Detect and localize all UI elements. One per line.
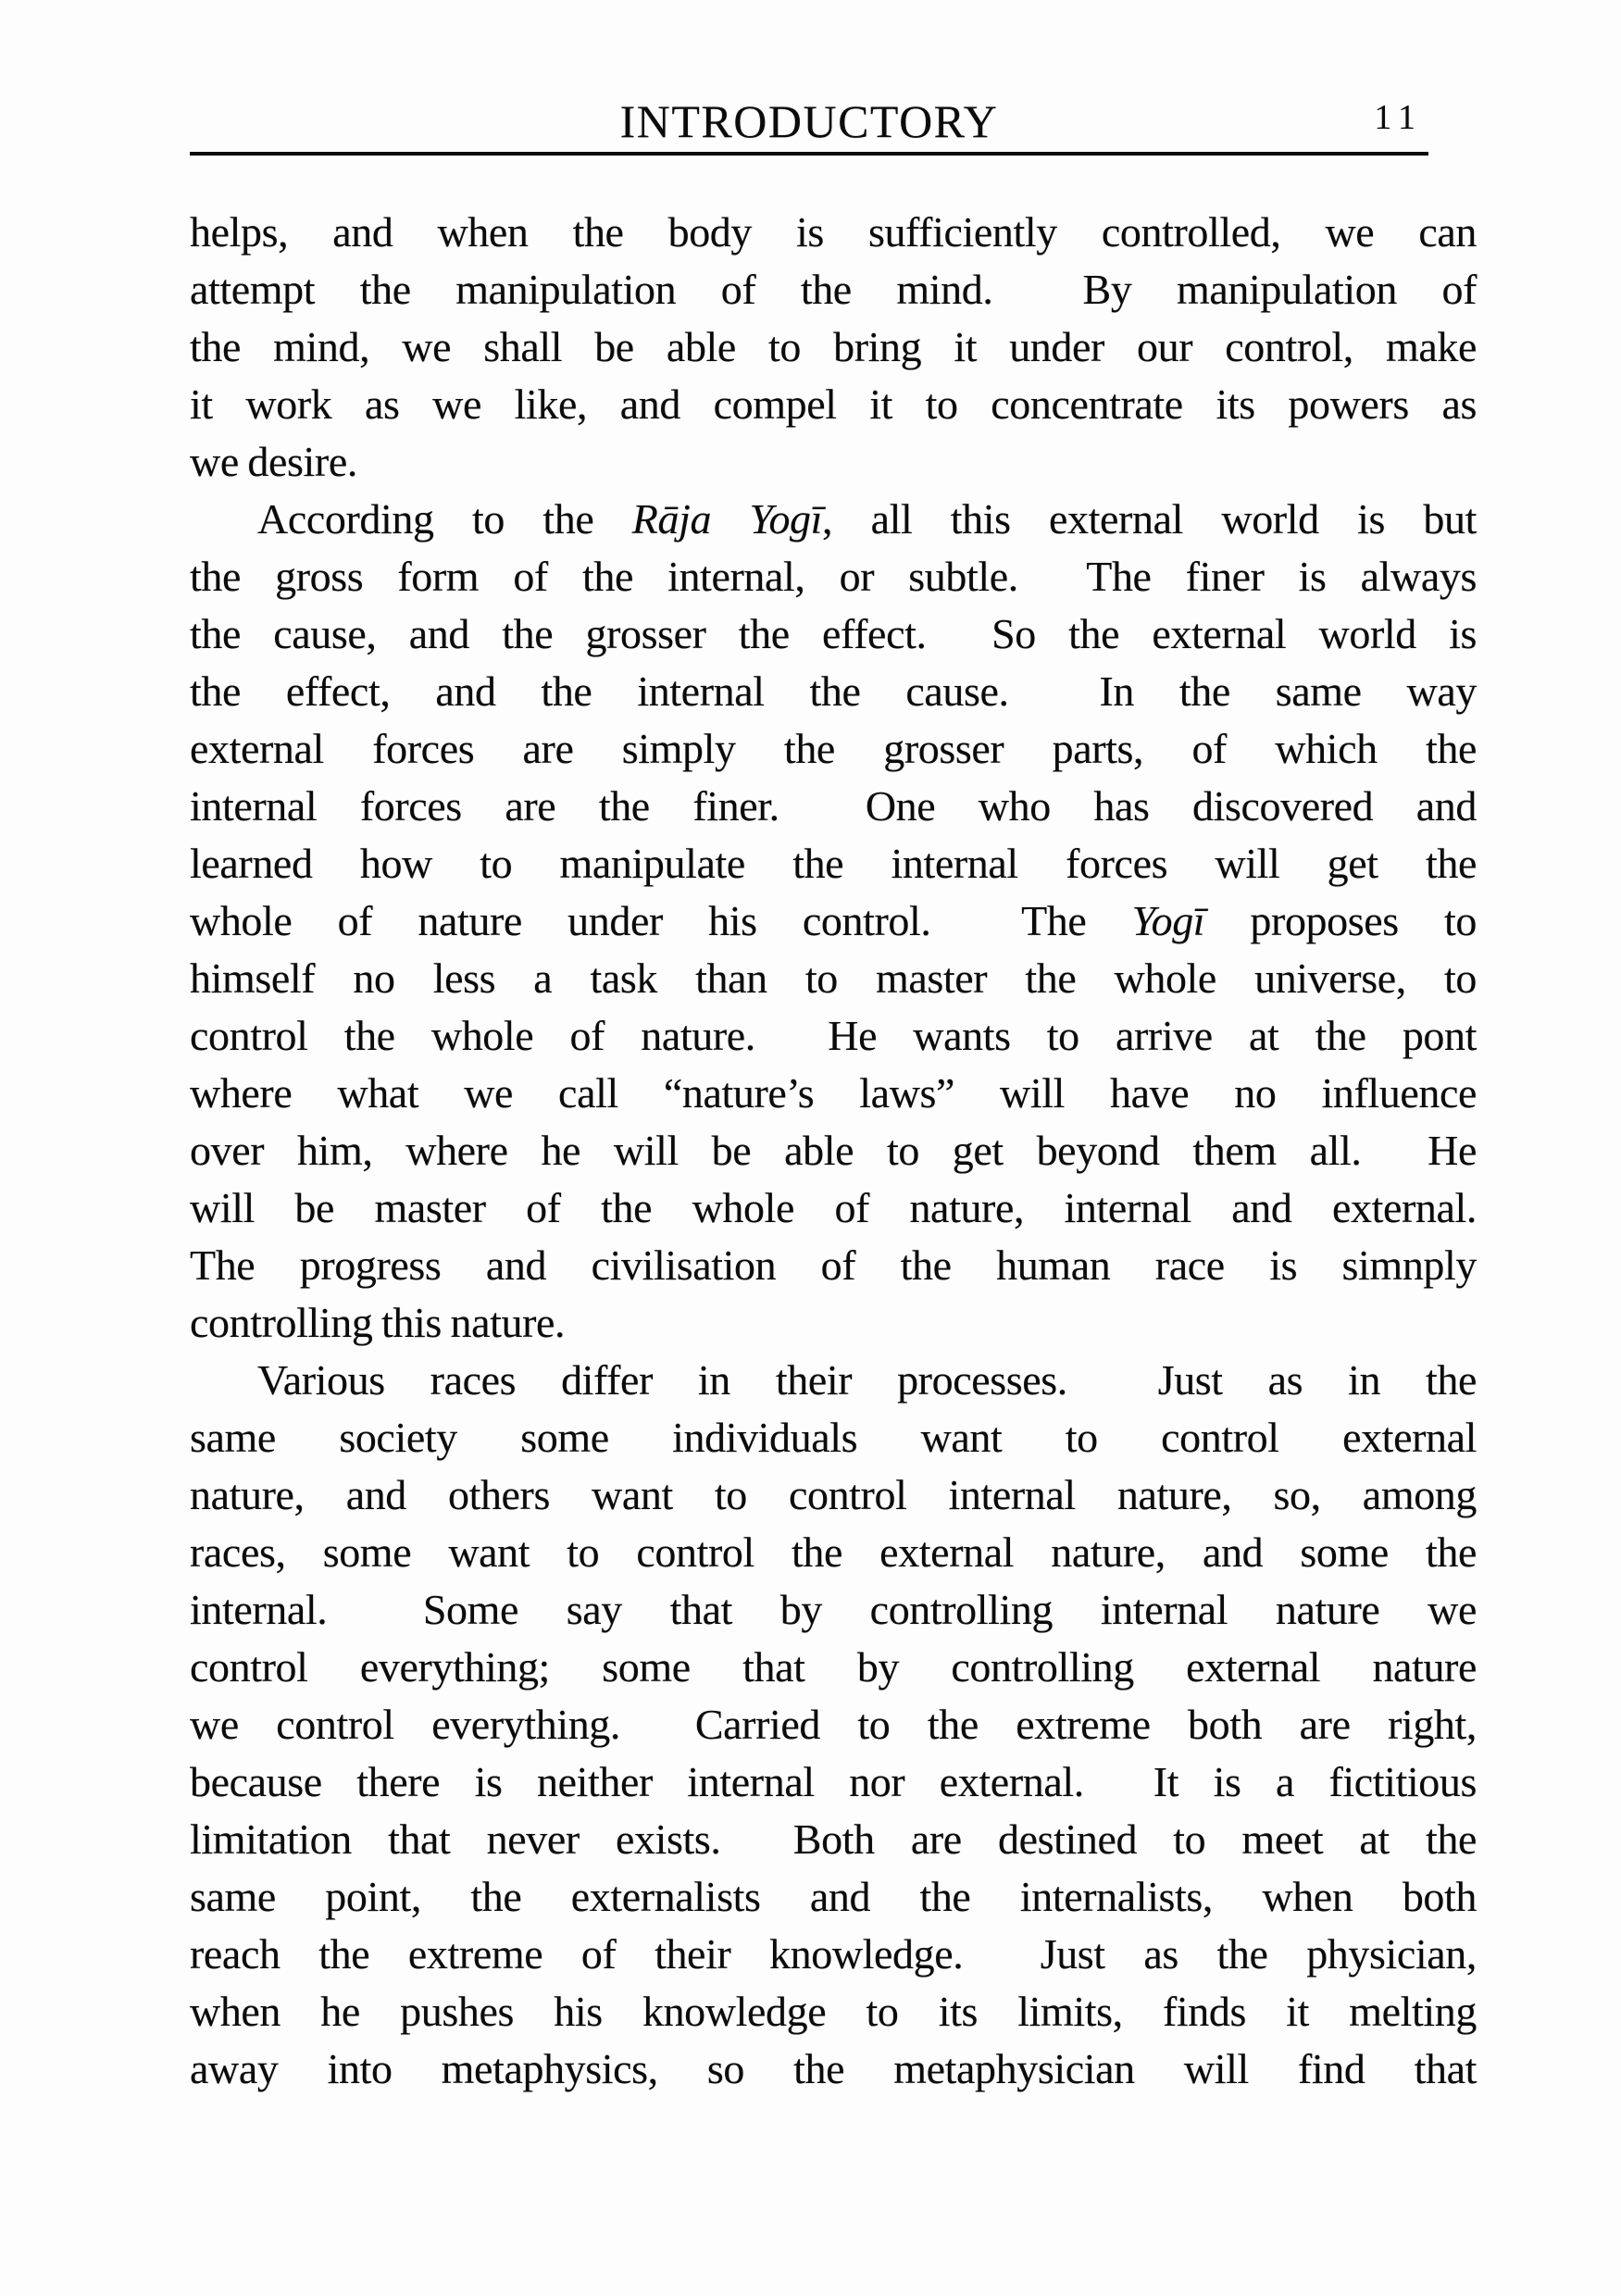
text-run: himself no less a task than to master the whole universe, to: [190, 955, 1477, 1002]
text-run: because there is neither internal nor external. It is a fictitious: [190, 1758, 1477, 1805]
text-run: the mind, we shall be able to bring it under our control, make: [190, 323, 1477, 370]
italic-term: Rāja Yogī: [631, 495, 823, 543]
text-line: [190, 720, 1477, 778]
text-run: we control everything. Carried to the extreme both are right,: [190, 1701, 1477, 1748]
text-line: [190, 1294, 1477, 1352]
text-run: reach the extreme of their knowledge. Just as the physician,: [190, 1930, 1477, 1978]
text-line: [190, 1409, 1477, 1466]
text-line: [190, 1581, 1477, 1639]
text-run: learned how to manipulate the internal forces will get the: [190, 840, 1477, 887]
text-line: [190, 1811, 1477, 1868]
text-run: internal. Some say that by controlling internal nature we: [190, 1586, 1477, 1633]
text-run: attempt the manipulation of the mind. By manipulation of: [190, 266, 1477, 313]
header-rule: [190, 152, 1428, 156]
text-line: [190, 261, 1477, 318]
text-run: same point, the externalists and the internalists, when both: [190, 1873, 1477, 1920]
text-line: [190, 1466, 1477, 1524]
text-line: [190, 892, 1477, 950]
text-line: [190, 1007, 1477, 1065]
text-line: [190, 835, 1477, 892]
text-line: [190, 376, 1477, 433]
text-run: will be master of the whole of nature, internal and external.: [190, 1184, 1477, 1231]
text-run: when he pushes his knowledge to its limits, finds it melting: [190, 1988, 1477, 2035]
text-line: [190, 204, 1477, 261]
text-line: [190, 1926, 1477, 1983]
italic-term: Yogī: [1131, 897, 1205, 944]
text-line: [190, 605, 1477, 663]
page-number: 11: [1374, 98, 1423, 137]
text-run: control everything; some that by controlling external nature: [190, 1643, 1477, 1691]
text-line: [190, 1179, 1477, 1237]
text-run: where what we call “nature’s laws” will have no influence: [190, 1069, 1477, 1117]
text-line: [190, 1352, 1477, 1409]
text-run: the gross form of the internal, or subtle. The finer is always: [190, 553, 1477, 600]
text-run: proposes to: [1204, 897, 1477, 944]
text-run: internal forces are the finer. One who has discovered and: [190, 782, 1477, 830]
page-body: [190, 204, 1477, 2098]
text-run: over him, where he will be able to get beyond them all. He: [190, 1127, 1477, 1174]
text-line: [190, 1065, 1477, 1122]
text-run: nature, and others want to control internal nature, so, among: [190, 1471, 1477, 1518]
text-run: it work as we like, and compel it to concentrate its powers as: [190, 381, 1477, 428]
text-line: [190, 1639, 1477, 1696]
text-line: [190, 950, 1477, 1007]
text-line: [190, 2040, 1477, 2098]
text-line: [190, 548, 1477, 605]
text-run: we desire.: [190, 438, 357, 485]
text-run: the effect, and the internal the cause. In the same way: [190, 668, 1477, 715]
running-head-title: INTRODUCTORY: [619, 95, 999, 147]
text-line: [190, 1524, 1477, 1581]
text-line: [190, 778, 1477, 835]
text-run: controlling this nature.: [190, 1299, 566, 1346]
text-line: [190, 1868, 1477, 1926]
text-line: [190, 491, 1477, 548]
text-run: According to the: [257, 495, 632, 543]
text-line: [190, 663, 1477, 720]
text-run: same society some individuals want to control external: [190, 1414, 1477, 1461]
text-run: whole of nature under his control. The: [190, 897, 1132, 944]
text-run: limitation that never exists. Both are destined to meet at the: [190, 1816, 1477, 1863]
text-run: races, some want to control the external nature, and some the: [190, 1529, 1477, 1576]
text-line: [190, 1237, 1477, 1294]
page-header: [190, 95, 1428, 152]
text-line: [190, 433, 1477, 491]
text-run: , all this external world is but: [822, 495, 1477, 543]
text-run: helps, and when the body is sufficiently controlled, we can: [190, 208, 1477, 256]
text-line: [190, 1753, 1477, 1811]
text-run: control the whole of nature. He wants to arrive at the pont: [190, 1012, 1477, 1059]
text-run: away into metaphysics, so the metaphysician will find that: [190, 2045, 1477, 2092]
text-run: the cause, and the grosser the effect. So the external world is: [190, 610, 1477, 657]
text-line: [190, 1696, 1477, 1753]
text-line: [190, 318, 1477, 376]
text-run: The progress and civilisation of the human race is simnply: [190, 1242, 1477, 1289]
text-line: [190, 1983, 1477, 2040]
text-run: external forces are simply the grosser parts, of which the: [190, 725, 1477, 772]
text-line: [190, 1122, 1477, 1179]
text-run: Various races differ in their processes. Just as in the: [257, 1356, 1477, 1404]
